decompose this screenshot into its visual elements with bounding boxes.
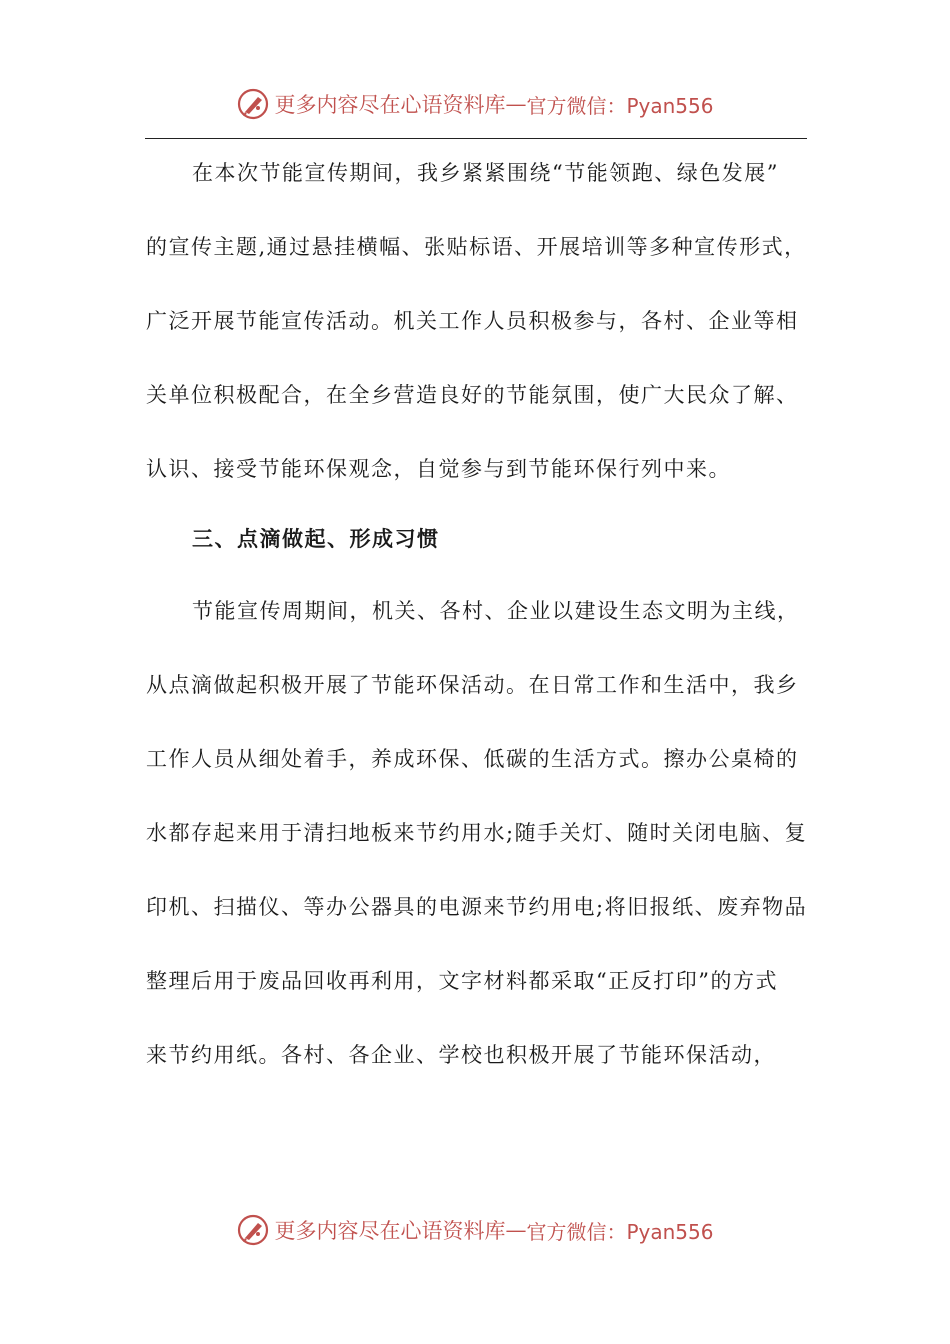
document-body [146,148,806,1104]
paragraph-line: 在本次节能宣传期间，我乡紧紧围绕“节能领跑、绿色发展” [192,161,779,185]
paragraph-line: 认识、接受节能环保观念，自觉参与到节能环保行列中来。 [146,457,731,481]
footer-banner [0,1210,950,1250]
pen-nib-logo-icon [236,1213,270,1247]
paragraph-line: 来节约用纸。各村、各企业、学校也积极开展了节能环保活动， [146,1043,776,1067]
paragraph-line: 的宣传主题,通过悬挂横幅、张贴标语、开展培训等多种宣传形式， [146,235,807,259]
header-banner [0,84,950,124]
paragraph-line: 水都存起来用于清扫地板来节约用水;随手关灯、随时关闭电脑、复 [146,821,808,845]
header-divider [145,138,807,139]
banner-site-text: 更多内容尽在心语资料库 [274,1219,506,1243]
paragraph-line: 整理后用于废品回收再利用，文字材料都采取“正反打印”的方式 [146,969,778,993]
banner-dash: — [505,1218,527,1242]
paragraph-line: 印机、扫描仪、等办公器具的电源来节约用电;将旧报纸、废弃物品 [146,895,808,919]
banner-wechat-text: 官方微信：Pyan556 [526,93,714,118]
section-heading: 三、点滴做起、形成习惯 [192,526,440,551]
paragraph-line: 从点滴做起积极开展了节能环保活动。在日常工作和生活中，我乡 [146,673,799,697]
paragraph-line: 节能宣传周期间，机关、各村、企业以建设生态文明为主线， [192,599,800,623]
paragraph-line: 关单位积极配合，在全乡营造良好的节能氛围，使广大民众了解、 [146,383,799,407]
paragraph-line: 广泛开展节能宣传活动。机关工作人员积极参与，各村、企业等相 [146,309,799,333]
paragraph-line: 工作人员从细处着手，养成环保、低碳的生活方式。擦办公桌椅的 [146,747,799,771]
pen-nib-logo-icon [236,87,270,121]
banner-dash: — [505,92,527,116]
banner-wechat-text: 官方微信：Pyan556 [526,1219,714,1244]
banner-site-text: 更多内容尽在心语资料库 [274,93,506,117]
